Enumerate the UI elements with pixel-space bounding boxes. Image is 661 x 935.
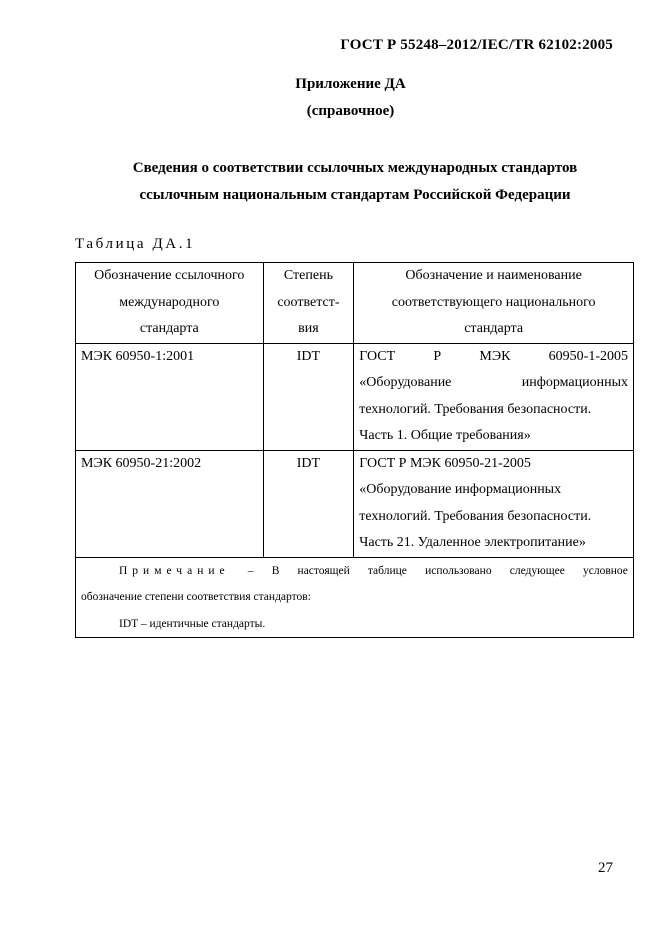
- word: таблице: [367, 564, 407, 577]
- header-text: стандарта: [464, 321, 524, 336]
- section-heading-line-2: ссылочным национальным стандартам Российской Федерации: [139, 187, 571, 203]
- word: Р: [433, 348, 442, 364]
- word: следующее: [509, 564, 565, 577]
- word: 60950-1-2005: [548, 348, 628, 364]
- header-intl-standard: [76, 263, 264, 344]
- note-label: Примечание: [119, 564, 230, 577]
- cell-national-standard: [354, 343, 634, 450]
- section-heading-line-1: Сведения о соответствии ссылочных международных стандартов: [132, 160, 578, 176]
- word: «Оборудование: [359, 375, 452, 390]
- header-text: стандарта: [139, 321, 199, 336]
- note-line-3: IDT – идентичные стандарты.: [119, 617, 266, 630]
- national-line: «Оборудование информационных: [359, 482, 562, 497]
- national-line: [359, 370, 628, 397]
- correspondence-table: [75, 262, 634, 638]
- national-line: технологий. Требования безопасности.: [359, 508, 592, 524]
- national-line: технологий. Требования безопасности.: [359, 401, 592, 417]
- table-header-row: [76, 263, 634, 344]
- word: –: [247, 564, 254, 577]
- national-line: Часть 21. Удаленное электропитание»: [359, 535, 586, 550]
- cell-degree: IDT: [263, 343, 354, 450]
- cell-national-standard: [354, 450, 634, 557]
- cell-degree: IDT: [263, 450, 354, 557]
- note-line-2: обозначение степени соответствия стандартов:: [81, 591, 311, 603]
- table-caption: Таблица ДА.1: [75, 236, 196, 252]
- appendix-title: Приложение ДА: [295, 76, 406, 92]
- header-text: соответст-: [277, 294, 340, 310]
- cell-intl-standard: МЭК 60950-21:2002: [76, 450, 264, 557]
- header-national-standard: [354, 263, 634, 344]
- header-text: международного: [119, 294, 220, 310]
- table-note-row: [76, 557, 634, 638]
- word: В: [271, 564, 280, 577]
- header-text: Степень: [283, 268, 333, 283]
- header-text: Обозначение ссылочного: [94, 268, 245, 283]
- word: использовано: [425, 564, 492, 577]
- header-degree: [263, 263, 354, 344]
- table-row: [76, 343, 634, 450]
- table-row: [76, 450, 634, 557]
- section-heading: [95, 155, 615, 209]
- page-number: 27: [598, 860, 613, 876]
- header-text: соответствующего национального: [391, 294, 596, 310]
- word: условное: [582, 564, 628, 577]
- national-line: [359, 344, 628, 371]
- header-text: Обозначение и наименование: [405, 268, 582, 283]
- cell-intl-standard: МЭК 60950-1:2001: [76, 343, 264, 450]
- national-line: ГОСТ Р МЭК 60950-21-2005: [359, 455, 531, 471]
- table-note: [76, 557, 634, 638]
- national-line: Часть 1. Общие требования»: [359, 428, 531, 443]
- standard-code: ГОСТ Р 55248–2012/IEC/TR 62102:2005: [340, 37, 613, 53]
- word: ГОСТ: [359, 348, 396, 364]
- note-line-1: [81, 558, 628, 585]
- word: информационных: [521, 375, 628, 390]
- header-text: вия: [298, 321, 319, 336]
- word: МЭК: [479, 348, 511, 364]
- word: настоящей: [297, 564, 350, 577]
- appendix-subtitle: (справочное): [306, 103, 395, 119]
